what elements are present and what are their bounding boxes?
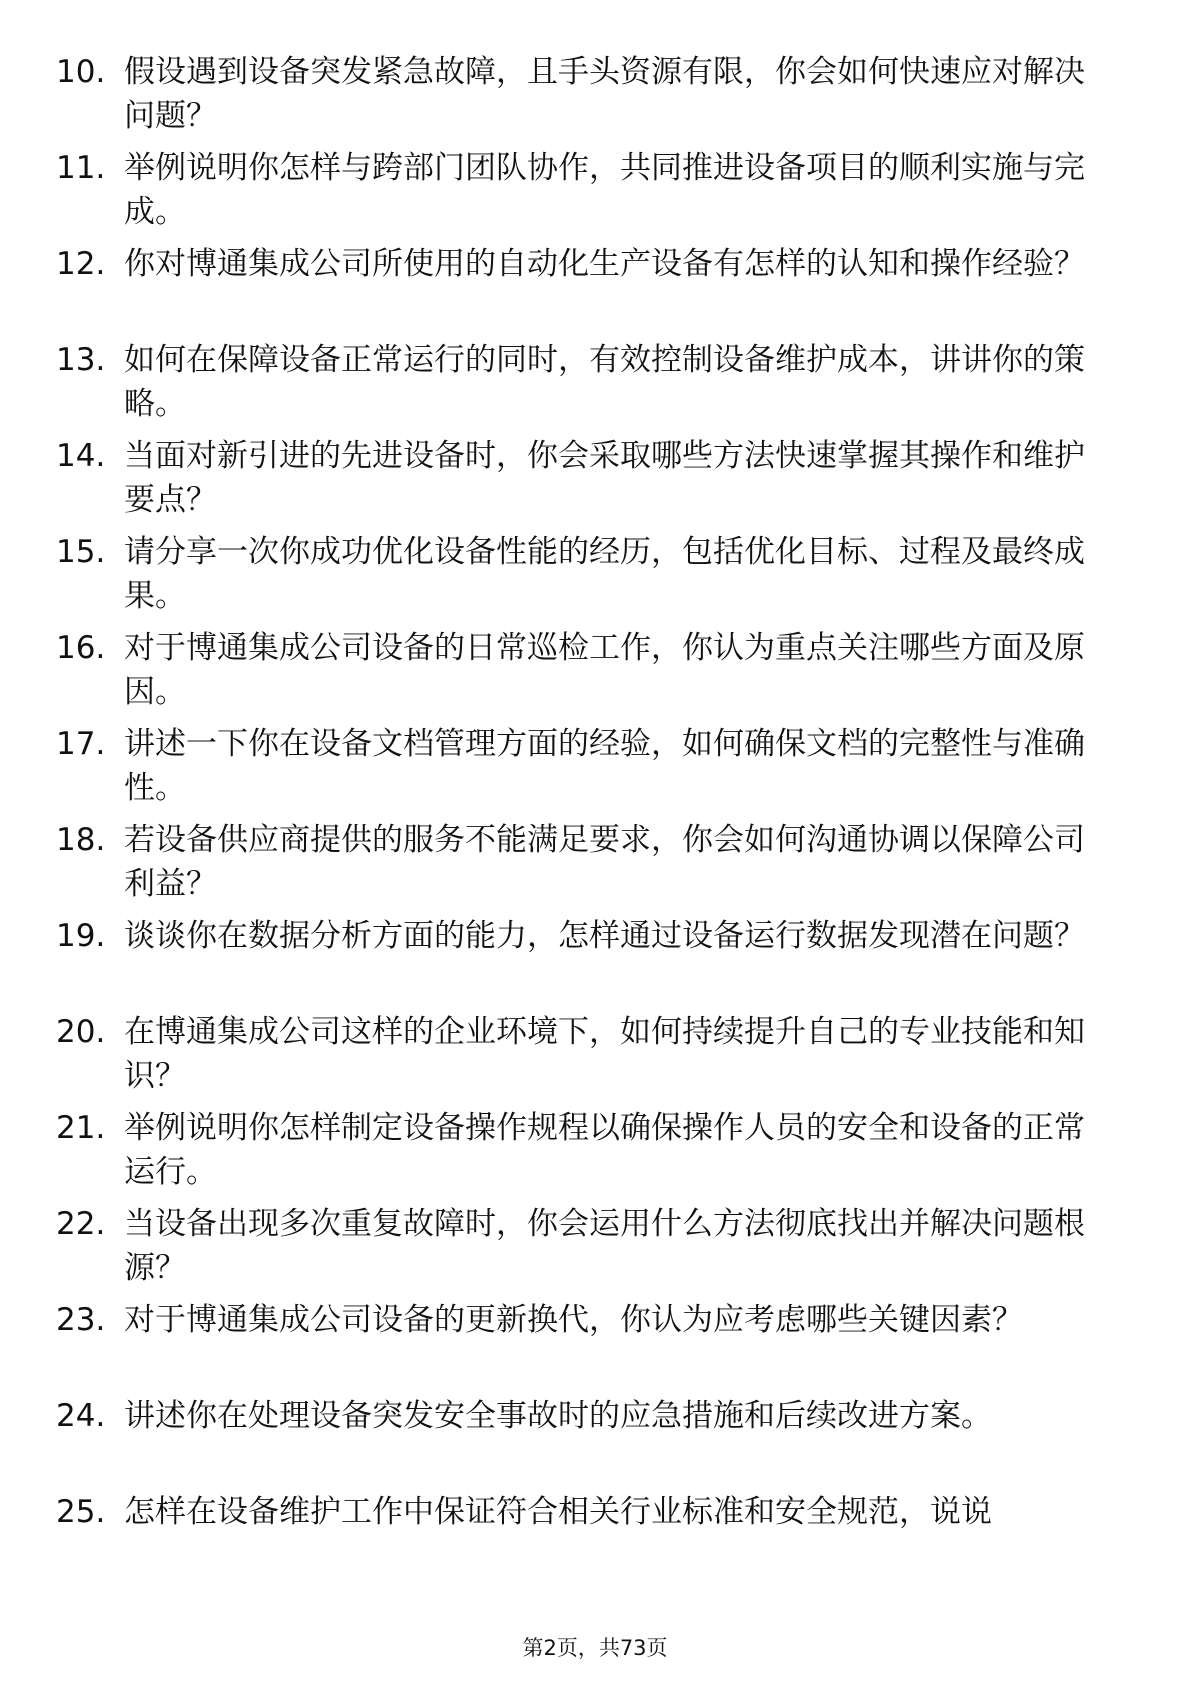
question-item <box>56 1394 1116 1490</box>
question-text: 举例说明你怎样制定设备操作规程以确保操作人员的安全和设备的正常运行。 <box>124 1110 1085 1190</box>
question-text: 假设遇到设备突发紧急故障，且手头资源有限，你会如何快速应对解决问题？ <box>124 54 1085 134</box>
question-text: 请分享一次你成功优化设备性能的经历，包括优化目标、过程及最终成果。 <box>124 534 1085 614</box>
question-text: 若设备供应商提供的服务不能满足要求，你会如何沟通协调以保障公司利益？ <box>124 822 1085 902</box>
question-text: 如何在保障设备正常运行的同时，有效控制设备维护成本，讲讲你的策略。 <box>124 342 1085 422</box>
question-text: 当面对新引进的先进设备时，你会采取哪些方法快速掌握其操作和维护要点？ <box>124 438 1085 518</box>
question-number: 24. <box>56 1398 106 1434</box>
question-item <box>56 914 1116 1010</box>
question-number: 12. <box>56 246 106 282</box>
question-item <box>56 1010 1116 1106</box>
question-text: 讲述你在处理设备突发安全事故时的应急措施和后续改进方案。 <box>124 1398 992 1434</box>
question-text: 对于博通集成公司设备的更新换代，你认为应考虑哪些关键因素？ <box>124 1302 1023 1338</box>
question-item <box>56 818 1116 914</box>
question-number: 23. <box>56 1302 106 1338</box>
question-number: 13. <box>56 342 106 378</box>
question-item <box>56 530 1116 626</box>
question-item <box>56 50 1116 146</box>
question-text: 举例说明你怎样与跨部门团队协作，共同推进设备项目的顺利实施与完成。 <box>124 150 1085 230</box>
question-item <box>56 146 1116 242</box>
question-number: 15. <box>56 534 106 570</box>
question-item <box>56 626 1116 722</box>
question-number: 14. <box>56 438 106 474</box>
question-text: 谈谈你在数据分析方面的能力，怎样通过设备运行数据发现潜在问题？ <box>124 918 1085 954</box>
question-number: 22. <box>56 1206 106 1242</box>
question-number: 19. <box>56 918 106 954</box>
question-text: 你对博通集成公司所使用的自动化生产设备有怎样的认知和操作经验？ <box>124 246 1085 282</box>
question-number: 21. <box>56 1110 106 1146</box>
question-item <box>56 1298 1116 1394</box>
question-number: 16. <box>56 630 106 666</box>
question-item <box>56 242 1116 338</box>
question-number: 17. <box>56 726 106 762</box>
question-text: 在博通集成公司这样的企业环境下，如何持续提升自己的专业技能和知识？ <box>124 1014 1085 1094</box>
question-item <box>56 1490 1116 1538</box>
question-number: 20. <box>56 1014 106 1050</box>
question-item <box>56 434 1116 530</box>
question-item <box>56 338 1116 434</box>
question-text: 对于博通集成公司设备的日常巡检工作，你认为重点关注哪些方面及原因。 <box>124 630 1085 710</box>
question-number: 11. <box>56 150 106 186</box>
page-footer: 第2页，共73页 <box>522 1636 668 1660</box>
question-text: 当设备出现多次重复故障时，你会运用什么方法彻底找出并解决问题根源？ <box>124 1206 1085 1286</box>
question-item <box>56 722 1116 818</box>
question-item <box>56 1202 1116 1298</box>
question-number: 25. <box>56 1494 106 1530</box>
question-number: 18. <box>56 822 106 858</box>
question-text: 怎样在设备维护工作中保证符合相关行业标准和安全规范，说说 <box>124 1494 992 1530</box>
question-item <box>56 1106 1116 1202</box>
question-text: 讲述一下你在设备文档管理方面的经验，如何确保文档的完整性与准确性。 <box>124 726 1085 806</box>
question-number: 10. <box>56 54 106 90</box>
